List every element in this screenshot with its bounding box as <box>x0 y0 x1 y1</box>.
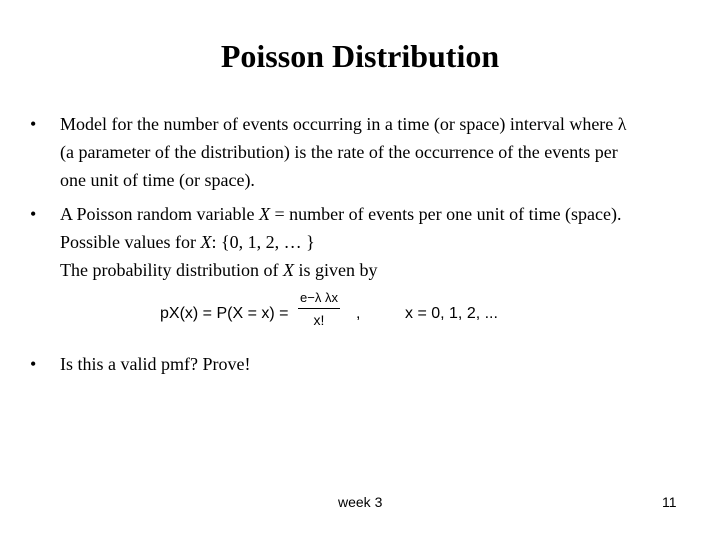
bullet-dot-icon: • <box>30 354 37 374</box>
formula-denominator: x! <box>313 312 325 328</box>
bullet-line: The probability distribution of X is given by <box>60 260 378 280</box>
bullet-line: Is this a valid pmf? Prove! <box>60 354 251 374</box>
bullet-text <box>60 350 690 378</box>
formula-domain: x = 0, 1, 2, ... <box>405 305 498 322</box>
formula-numerator: e−λ λx <box>300 290 338 305</box>
bullet-text <box>60 200 690 284</box>
bullet-line: (a parameter of the distribution) is the rate of the occurrence of the events per <box>60 142 618 162</box>
fraction-bar <box>298 308 340 309</box>
bullet-line: one unit of time (or space). <box>60 170 255 190</box>
bullet-item-3 <box>30 350 690 378</box>
bullet-dot-icon: • <box>30 114 37 134</box>
footer-week-label: week 3 <box>338 494 383 510</box>
bullet-item-2 <box>30 200 690 284</box>
bullet-text <box>60 110 690 194</box>
formula-fraction <box>298 290 340 328</box>
slide-number: 11 <box>662 494 677 510</box>
bullet-line: Possible values for X: {0, 1, 2, … } <box>60 232 315 252</box>
bullet-line: A Poisson random variable X = number of events per one unit of time (space). <box>60 204 622 224</box>
formula-separator: , <box>356 305 361 322</box>
bullet-dot-icon: • <box>30 204 37 224</box>
poisson-pmf-formula <box>160 288 520 338</box>
bullet-item-1 <box>30 110 690 194</box>
formula-lhs: pX(x) = P(X = x) = <box>160 305 289 322</box>
slide-title: Poisson Distribution <box>220 38 500 74</box>
bullet-line: Model for the number of events occurring in a time (or space) interval where λ <box>60 114 627 134</box>
